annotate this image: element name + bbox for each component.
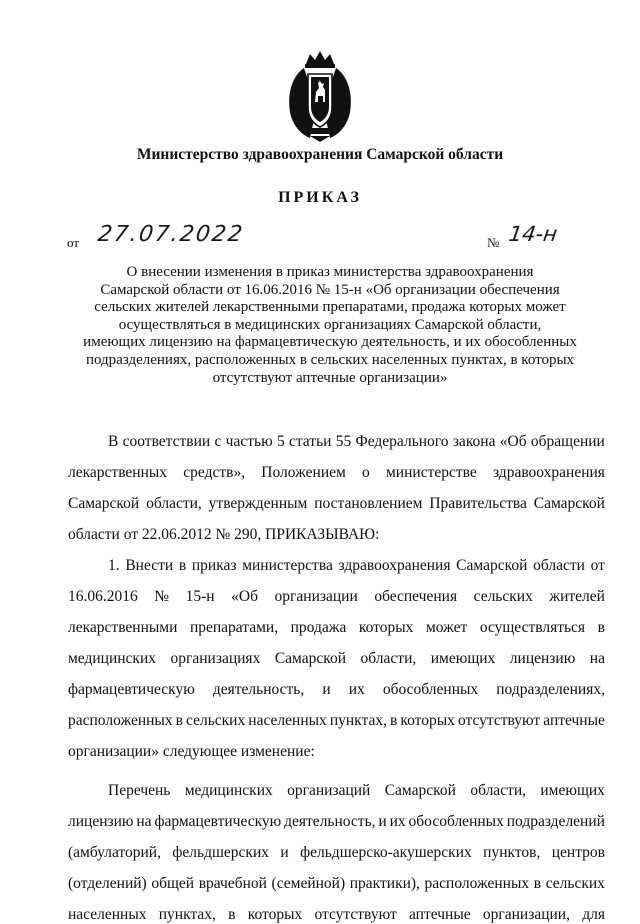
word: организации xyxy=(274,588,358,605)
word: Правительства xyxy=(429,495,527,512)
word: Внести xyxy=(125,557,174,574)
body-line xyxy=(68,906,605,924)
word: населенных xyxy=(68,906,147,923)
word: организациях xyxy=(170,650,261,667)
body-line xyxy=(68,681,605,699)
word: Самарской xyxy=(274,650,347,667)
word: области от 22.06.2012 № 290, ПРИКАЗЫВАЮ: xyxy=(68,526,380,543)
word: от xyxy=(590,557,605,574)
word: продажа xyxy=(290,619,347,636)
body-line xyxy=(68,526,605,544)
word: населенных xyxy=(248,712,327,729)
word: в xyxy=(533,875,542,892)
word: Самарской xyxy=(384,782,456,799)
word: лицензию xyxy=(68,813,134,830)
word: имеющих xyxy=(430,650,496,667)
word: приказ xyxy=(191,557,237,574)
word: может xyxy=(425,619,468,636)
word: области, xyxy=(470,782,527,799)
word: аптечные xyxy=(543,712,605,729)
body-line xyxy=(68,464,605,482)
subject-line: сельских жителей лекарственными препаратами, продажа которых может xyxy=(94,299,566,316)
word: в xyxy=(228,906,236,923)
word: фармацевтическую xyxy=(154,813,282,830)
word: обособленных xyxy=(408,813,504,830)
body-line xyxy=(68,495,605,513)
word: сельских xyxy=(186,712,246,729)
word: Перечень xyxy=(108,782,171,799)
word: на xyxy=(589,650,605,667)
word: частью xyxy=(225,433,273,450)
word: пунктов, xyxy=(483,844,541,861)
word: обособленных xyxy=(382,681,479,698)
subject-line: О внесении изменения в приказ министерства здравоохранения xyxy=(126,264,534,280)
subject-line: подразделениях, расположенных в сельских населенных пунктах, в которых xyxy=(85,351,575,368)
word: подразделений xyxy=(506,813,605,830)
word: жителей xyxy=(549,588,605,605)
word: расположенных xyxy=(424,875,530,892)
word: отсутствуют xyxy=(457,712,541,729)
word: деятельность, xyxy=(212,681,305,698)
word: 15-н xyxy=(185,588,215,605)
word: врачебной xyxy=(198,875,267,892)
word: фельдшерско-акушерских xyxy=(300,844,472,861)
word: пунктах, xyxy=(329,712,387,729)
word: их xyxy=(348,681,365,698)
word: и xyxy=(322,681,331,698)
handwritten-number: 14-н xyxy=(507,222,559,246)
word: практики), xyxy=(349,875,420,892)
word: области, xyxy=(360,650,417,667)
word: с xyxy=(214,433,222,450)
word: здравоохранения xyxy=(492,464,605,481)
body-line xyxy=(68,844,605,862)
word: на xyxy=(136,813,152,830)
word: Федерального xyxy=(355,433,449,450)
word: 5 xyxy=(276,433,285,450)
word: деятельность, xyxy=(284,813,376,830)
word: статьи xyxy=(288,433,332,450)
word: области, xyxy=(146,495,202,512)
word: (отделений) xyxy=(68,875,147,892)
word: медицинских xyxy=(68,650,157,667)
word: соответствии xyxy=(122,433,211,450)
subject-line: Самарской области от 16.06.2016 № 15-н «Об организации обеспечения xyxy=(100,281,560,298)
word: центров xyxy=(551,844,605,861)
body-line xyxy=(68,650,605,668)
word: Самарской xyxy=(68,495,140,512)
word: и xyxy=(378,813,387,830)
document-title: ПРИКАЗ xyxy=(278,189,362,206)
word: фармацевтическую xyxy=(68,681,195,698)
word: о xyxy=(362,464,370,481)
number-label: № xyxy=(487,235,500,250)
word: которых xyxy=(358,619,414,636)
word: лекарственными xyxy=(68,619,178,636)
word: 1. xyxy=(108,557,120,574)
order-subject xyxy=(80,264,580,387)
body-line xyxy=(68,813,605,831)
word: лекарственных xyxy=(68,464,168,481)
body-line xyxy=(68,588,605,606)
word: которых xyxy=(247,906,303,923)
word: 16.06.2016 xyxy=(68,588,138,605)
word: области xyxy=(533,557,585,574)
subject-line: осуществляться в медицинских организациях Самарской области, xyxy=(118,316,542,333)
body-line xyxy=(108,557,605,575)
word: препаратами, xyxy=(189,619,279,636)
word: в xyxy=(597,619,605,636)
word: для xyxy=(582,906,605,923)
word: Самарской xyxy=(456,557,528,574)
word: Положением xyxy=(261,464,346,481)
word: которых xyxy=(400,712,455,729)
word: их xyxy=(389,813,406,830)
word: организации» следующее изменение: xyxy=(68,743,315,760)
word: обеспечения xyxy=(374,588,458,605)
word: Самарской xyxy=(533,495,605,512)
word: постановлением xyxy=(314,495,423,512)
word: министерстве xyxy=(386,464,477,481)
word: в xyxy=(178,557,187,574)
ministry-name: Министерство здравоохранения Самарской области xyxy=(136,146,504,163)
word: средств», xyxy=(183,464,246,481)
subject-line: отсутствуют аптечные организации» xyxy=(212,369,448,386)
word: пунктах, xyxy=(158,906,216,923)
word: организации, xyxy=(482,906,570,923)
word: здравоохранения xyxy=(338,557,451,574)
subject-line: имеющих лицензию на фармацевтическую деятельность, и их обособленных xyxy=(83,334,577,351)
word: сельских xyxy=(473,588,533,605)
coat-of-arms-icon xyxy=(284,50,356,144)
word: подразделениях, xyxy=(496,681,605,698)
body-line xyxy=(68,619,605,637)
word: фельдшерских xyxy=(172,844,269,861)
word: сельских xyxy=(545,875,605,892)
word: министерства xyxy=(242,557,333,574)
word: имеющих xyxy=(540,782,605,799)
word: отсутствуют xyxy=(314,906,397,923)
word: в xyxy=(175,712,183,729)
body-line xyxy=(68,743,605,761)
word: утвержденным xyxy=(208,495,308,512)
word: аптечные xyxy=(409,906,471,923)
body-line xyxy=(68,712,605,730)
word: обращении xyxy=(530,433,605,450)
word: организаций xyxy=(287,782,371,799)
word: № xyxy=(154,588,170,605)
word: осуществляться xyxy=(479,619,586,636)
word: (семейной) xyxy=(271,875,346,892)
word: медицинских xyxy=(184,782,273,799)
word: лицензию xyxy=(509,650,576,667)
word: расположенных xyxy=(68,712,173,729)
date-label: от xyxy=(67,235,80,250)
word: 55 xyxy=(335,433,352,450)
word: закона xyxy=(452,433,496,450)
body-line xyxy=(108,433,605,451)
word: «Об xyxy=(499,433,527,450)
body-line xyxy=(108,782,605,800)
word: в xyxy=(390,712,398,729)
word: (амбулаторий, xyxy=(68,844,161,861)
handwritten-date: 27.07.2022 xyxy=(96,222,246,247)
word: В xyxy=(108,433,119,450)
body-line xyxy=(68,875,605,893)
word: общей xyxy=(151,875,195,892)
word: «Об xyxy=(231,588,258,605)
word: и xyxy=(280,844,289,861)
